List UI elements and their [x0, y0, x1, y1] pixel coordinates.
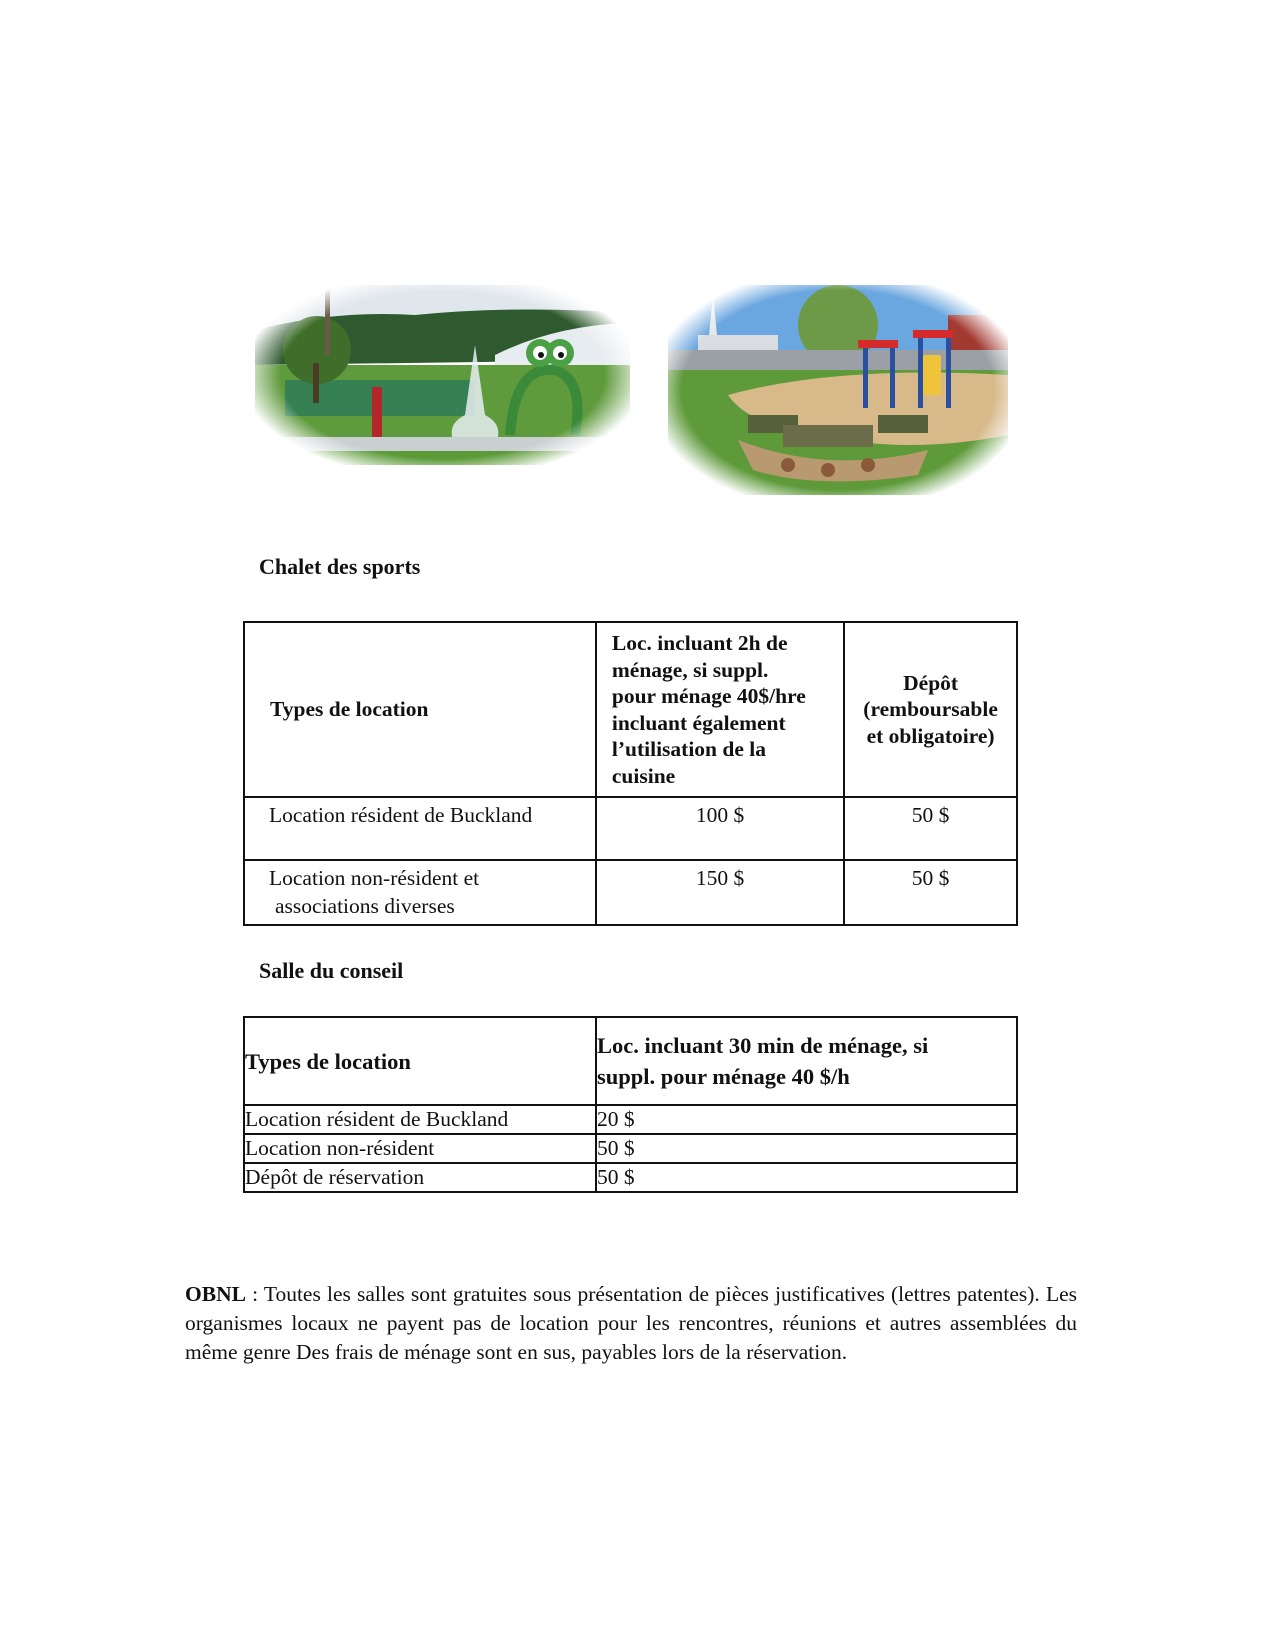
cell-deposit: 50 $	[844, 797, 1017, 860]
table-row	[244, 1163, 1017, 1192]
table-row	[244, 860, 1017, 925]
photo-splash-pad	[255, 285, 630, 465]
cell-price: 50 $	[596, 1163, 1017, 1192]
cell-type: Location résident de Buckland	[244, 797, 596, 860]
table-row	[244, 797, 1017, 860]
cell-deposit: 50 $	[844, 860, 1017, 925]
header-types-location: Types de location	[244, 622, 596, 797]
header-line: incluant également	[611, 710, 786, 735]
cell-type	[244, 860, 596, 925]
header-location-price	[596, 622, 844, 797]
cell-price: 100 $	[596, 797, 844, 860]
header-line: pour ménage 40$/hre	[611, 684, 806, 708]
obnl-separator: :	[245, 1281, 264, 1306]
obnl-text: Toutes les salles sont gratuites sous présentation de pièces justificatives (lettres patentes). Les organismes locaux ne payent pas de location pour les rencontres, réunions et autres assemblées du même genre Des frais de ménage sont en sus, payables lors de la réservation.	[185, 1281, 1077, 1364]
header-line: ménage, si suppl.	[611, 657, 769, 682]
section-title-salle: Salle du conseil	[259, 958, 404, 983]
cell-type-line: Location non-résident et	[269, 866, 480, 890]
cell-type: Location non-résident	[244, 1134, 596, 1163]
obnl-label: OBNL	[185, 1281, 246, 1306]
header-line: et obligatoire)	[866, 723, 995, 748]
section-title-chalet: Chalet des sports	[259, 554, 421, 579]
header-line: cuisine	[611, 763, 676, 788]
header-line: (remboursable	[863, 697, 998, 722]
header-types-location: Types de location	[244, 1017, 596, 1105]
header-line: l’utilisation de la	[611, 737, 766, 761]
table-chalet-des-sports	[243, 621, 1018, 926]
table-row	[244, 1134, 1017, 1163]
cell-price: 50 $	[596, 1134, 1017, 1163]
cell-price: 20 $	[596, 1105, 1017, 1134]
table-row	[244, 1105, 1017, 1134]
table-salle-du-conseil	[243, 1016, 1018, 1193]
obnl-note	[185, 1280, 1077, 1367]
header-line: Loc. incluant 30 min de ménage, si	[597, 1033, 929, 1058]
cell-type: Dépôt de réservation	[244, 1163, 596, 1192]
header-location-price	[596, 1017, 1017, 1105]
cell-type: Location résident de Buckland	[244, 1105, 596, 1134]
table-header-row	[244, 622, 1017, 797]
table-header-row	[244, 1017, 1017, 1105]
header-line: Loc. incluant 2h de	[611, 631, 788, 655]
header-line: suppl. pour ménage 40 $/h	[597, 1064, 850, 1089]
cell-price: 150 $	[596, 860, 844, 925]
header-deposit	[844, 622, 1017, 797]
cell-type-line: associations diverses	[275, 894, 455, 918]
header-line: Dépôt	[903, 670, 959, 695]
photo-playground	[668, 285, 1008, 495]
